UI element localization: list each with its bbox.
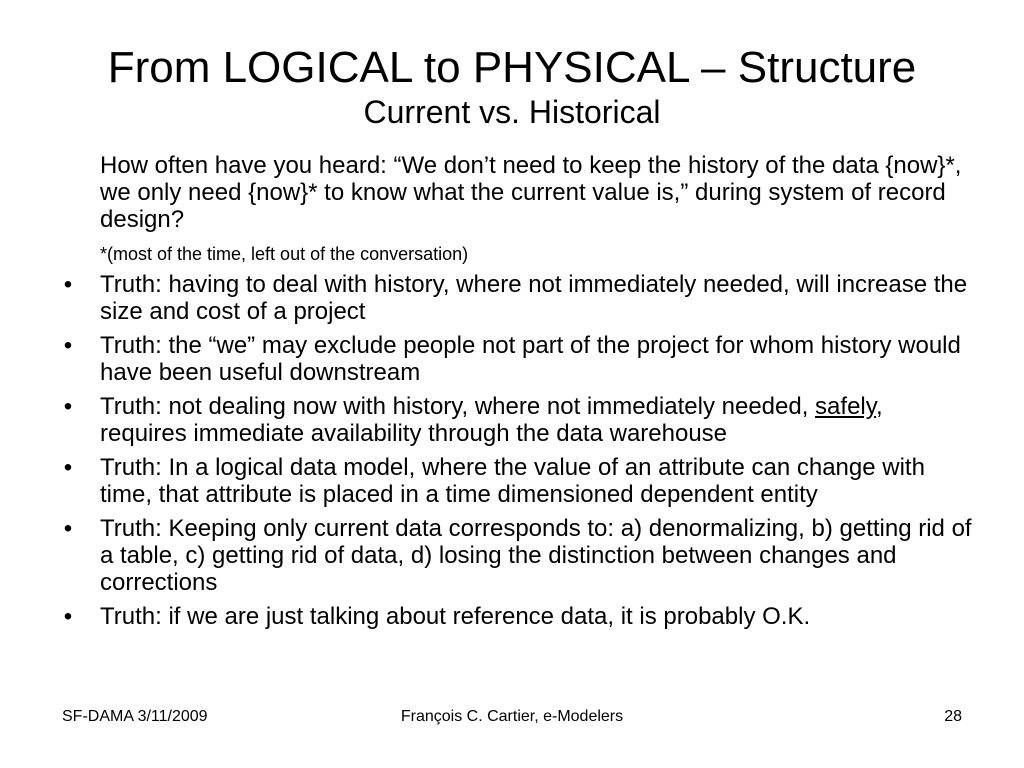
bullet-list — [58, 271, 973, 630]
underlined-word: safely — [815, 393, 876, 420]
bullet-item — [58, 393, 973, 447]
page-number: 28 — [944, 708, 962, 725]
slide-title-block — [0, 43, 1024, 130]
bullet-text: Truth: if we are just talking about reference data, it is probably O.K. — [100, 603, 811, 630]
intro-block — [100, 152, 973, 265]
bullet-text: Truth: the “we” may exclude people not part of the project for whom history would have been useful downstream — [100, 332, 961, 386]
bullet-text: Truth: In a logical data model, where the value of an attribute can change with time, that attribute is placed in a time dimensioned dependent entity — [100, 454, 925, 508]
bullet-icon: • — [63, 603, 73, 630]
bullet-icon: • — [63, 393, 73, 420]
bullet-text-before: Truth: not dealing now with history, where not immediately needed, — [100, 393, 816, 420]
bullet-text: Truth: Keeping only current data corresponds to: a) denormalizing, b) getting rid of a table, c) getting rid of data, d) losing the distinction between changes and corrections — [100, 515, 972, 596]
slide-body — [58, 152, 973, 637]
bullet-text-after: , requires immediate availability through the data warehouse — [100, 393, 883, 447]
slide-subtitle: Current vs. Historical — [363, 94, 661, 130]
bullet-icon: • — [63, 515, 73, 542]
bullet-text — [100, 393, 883, 447]
bullet-item — [58, 271, 973, 325]
footer-author: François C. Cartier, e-Modelers — [400, 708, 624, 725]
bullet-item — [58, 603, 973, 630]
footnote: *(most of the time, left out of the conversation) — [100, 244, 469, 264]
bullet-text: Truth: having to deal with history, where not immediately needed, will increase the size and cost of a project — [100, 271, 968, 325]
slide-title: From LOGICAL to PHYSICAL – Structure — [107, 43, 917, 92]
bullet-item — [58, 332, 973, 386]
bullet-icon: • — [63, 332, 73, 359]
bullet-icon: • — [63, 454, 73, 481]
bullet-item — [58, 515, 973, 596]
footer-event-date: SF-DAMA 3/11/2009 — [62, 708, 208, 725]
bullet-icon: • — [63, 271, 73, 298]
intro-paragraph: How often have you heard: “We don’t need to keep the history of the data {now}*, we only need {now}* to know what the current value is,” during system of record design? — [100, 152, 962, 233]
bullet-item — [58, 454, 973, 508]
